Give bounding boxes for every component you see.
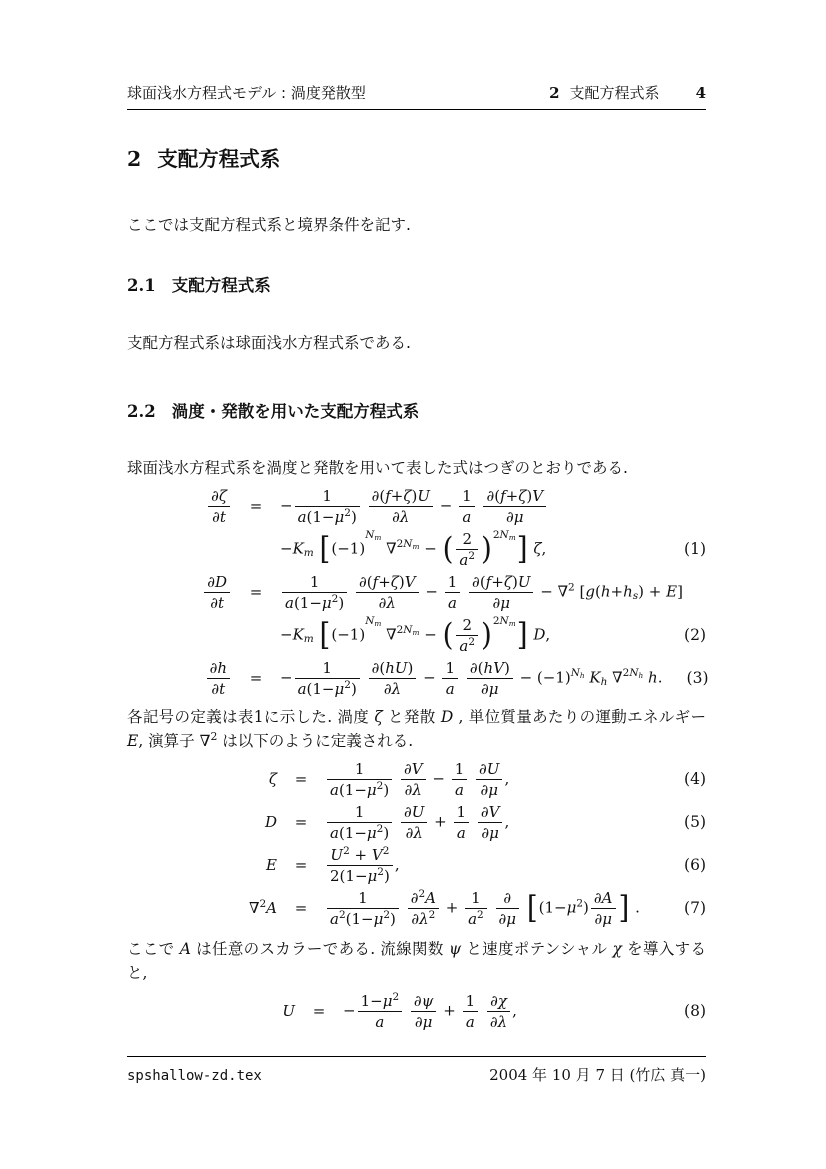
equation-lhs: D — [264, 813, 277, 832]
footer-filename: spshallow-zd.tex — [127, 1068, 262, 1084]
equation-number: (6) — [684, 856, 706, 875]
equation-row — [127, 845, 706, 886]
equation-lhs: E — [266, 856, 277, 875]
subsection-2-2-heading — [127, 401, 706, 422]
equation-row — [127, 615, 706, 656]
paragraph-symbol-definitions: 各記号の定義は表1に示した. 渦度 ζ と発散 D , 単位質量あたりの運動エネルギー E, 演算子 ∇$^2$ は以下のように定義される. — [127, 707, 706, 750]
section-number: 2 — [127, 147, 142, 171]
equation-lhs: $\frac{\partial D}{\partial t}$ — [127, 572, 232, 613]
equation-number: (7) — [684, 899, 706, 918]
equation-rhs: $\frac{U^2 + V^2}{2(1-\mu^2)}$ , — [325, 845, 660, 886]
equation-rhs: − $\frac{1}{a(1-\mu^2)}$ $\frac{\partial(hU)}{\partial\lambda}$ − $\frac{1}{a}$ $\frac{\partial(hV)}{\partial\mu}$ − $(-1)^{N_h}$ $K_h$ ∇$^{2N_h}$ h. — [280, 658, 663, 698]
header-left-title: 球面浅水方程式モデル : 渦度発散型 — [127, 84, 366, 102]
paragraph-governing: 支配方程式系は球面浅水方程式系である. — [127, 334, 411, 353]
equation-relation: = — [249, 669, 263, 688]
paragraph-intro: ここでは支配方程式系と境界条件を記す. — [127, 215, 411, 234]
equation-rhs: $\frac{1}{a^2(1-\mu^2)}$ $\frac{\partial^2A}{\partial\lambda^2}$ + $\frac{1}{a^2}$ ∂ ∂μ [$(1-\mu^2)$ $\frac{\partial A}{\partial\mu}$ ] . — [325, 888, 660, 929]
footer-date: 2004 年 10 月 7 日 (竹広 真一) — [489, 1066, 706, 1084]
equation-lhs: U — [282, 1002, 295, 1021]
paragraph-scalar-note: ここで A は任意のスカラーである. 流線関数 ψ と速度ポテンシャル χ を導入すると, — [127, 939, 706, 982]
paragraph-lead: 球面浅水方程式系を渦度と発散を用いて表した式はつぎのとおりである. — [127, 458, 628, 477]
equation-block-8 — [127, 991, 706, 1032]
equation-relation: = — [249, 497, 263, 516]
equation-lhs: $\frac{\partial h}{\partial t}$ — [127, 658, 232, 699]
subsection-2-2-number: 2.2 — [127, 402, 156, 422]
equation-relation: = — [294, 770, 308, 789]
equation-rhs: $-K_m$ [$(-1)^{N_m}$ ∇$^{2N_m}$ − ( $\frac{2}{a^2}$ )$^{2N_m}$] ζ, — [280, 528, 547, 569]
subsection-2-2-title: 渦度・発散を用いた支配方程式系 — [171, 402, 420, 422]
section-title: 支配方程式系 — [157, 147, 281, 171]
equation-row — [127, 486, 706, 527]
page-footer — [127, 1056, 706, 1085]
equation-row — [127, 991, 706, 1032]
equation-number: (8) — [684, 1002, 706, 1021]
equation-relation: = — [294, 856, 308, 875]
equation-lhs: $\frac{\partial\zeta}{\partial t}$ — [127, 486, 232, 527]
equation-row — [127, 529, 706, 570]
equation-row — [127, 802, 706, 843]
running-header — [127, 82, 706, 110]
equation-number: (5) — [684, 813, 706, 832]
subsection-2-1-number: 2.1 — [127, 275, 156, 295]
header-section-title: 支配方程式系 — [569, 84, 660, 102]
equation-lhs: ζ — [268, 770, 277, 789]
equation-rhs: − $\frac{1-\mu^2}{a}$ $\frac{\partial\psi}{\partial\mu}$ + $\frac{1}{a}$ $\frac{\partial\chi}{\partial\lambda}$ , — [343, 990, 517, 1031]
header-section-number: 2 — [549, 84, 560, 102]
equation-row — [127, 572, 706, 613]
header-right — [549, 82, 706, 103]
subsection-2-1-title: 支配方程式系 — [171, 275, 271, 295]
equation-relation: = — [249, 583, 263, 602]
page-content — [127, 0, 709, 1034]
equation-lhs: ∇$^2$A — [248, 898, 277, 918]
equation-number: (3) — [686, 669, 709, 688]
equation-rhs: $\frac{1}{a(1-\mu^2)}$ $\frac{\partial(f+\zeta)V}{\partial\lambda}$ − $\frac{1}{a}$ $\frac{\partial(f+\zeta)U}{\partial\mu}$ − ∇$^2$ $[g(h+h_s) + E]$ — [280, 572, 683, 613]
equation-number: (4) — [684, 770, 706, 789]
header-page-number: 4 — [695, 84, 706, 102]
equation-row — [127, 888, 706, 929]
equation-relation: = — [294, 899, 308, 918]
equation-rhs: $\frac{1}{a(1-\mu^2)}$ $\frac{\partial V}{\partial\lambda}$ − $\frac{1}{a}$ $\frac{\partial U}{\partial\mu}$ , — [325, 759, 660, 800]
equation-row — [127, 658, 709, 699]
subsection-2-1-heading — [127, 275, 706, 296]
equation-number: (2) — [684, 626, 706, 645]
equation-rhs: $-K_m$ [$(-1)^{N_m}$ ∇$^{2N_m}$ − ( $\frac{2}{a^2}$ )$^{2N_m}$] D, — [280, 614, 551, 655]
equation-block-1-3 — [127, 486, 709, 699]
equation-relation: = — [312, 1002, 326, 1021]
section-heading — [127, 146, 706, 173]
equation-block-4-7 — [127, 759, 706, 929]
equation-relation: = — [294, 813, 308, 832]
equation-number: (1) — [684, 540, 706, 559]
equation-row — [127, 759, 706, 800]
equation-rhs: − $\frac{1}{a(1-\mu^2)}$ $\frac{\partial(f+\zeta)U}{\partial\lambda}$ − $\frac{1}{a}$ $\frac{\partial(f+\zeta)V}{\partial\mu}$ — [280, 486, 660, 527]
equation-rhs: $\frac{1}{a(1-\mu^2)}$ $\frac{\partial U}{\partial\lambda}$ + $\frac{1}{a}$ $\frac{\partial V}{\partial\mu}$ , — [325, 802, 660, 843]
